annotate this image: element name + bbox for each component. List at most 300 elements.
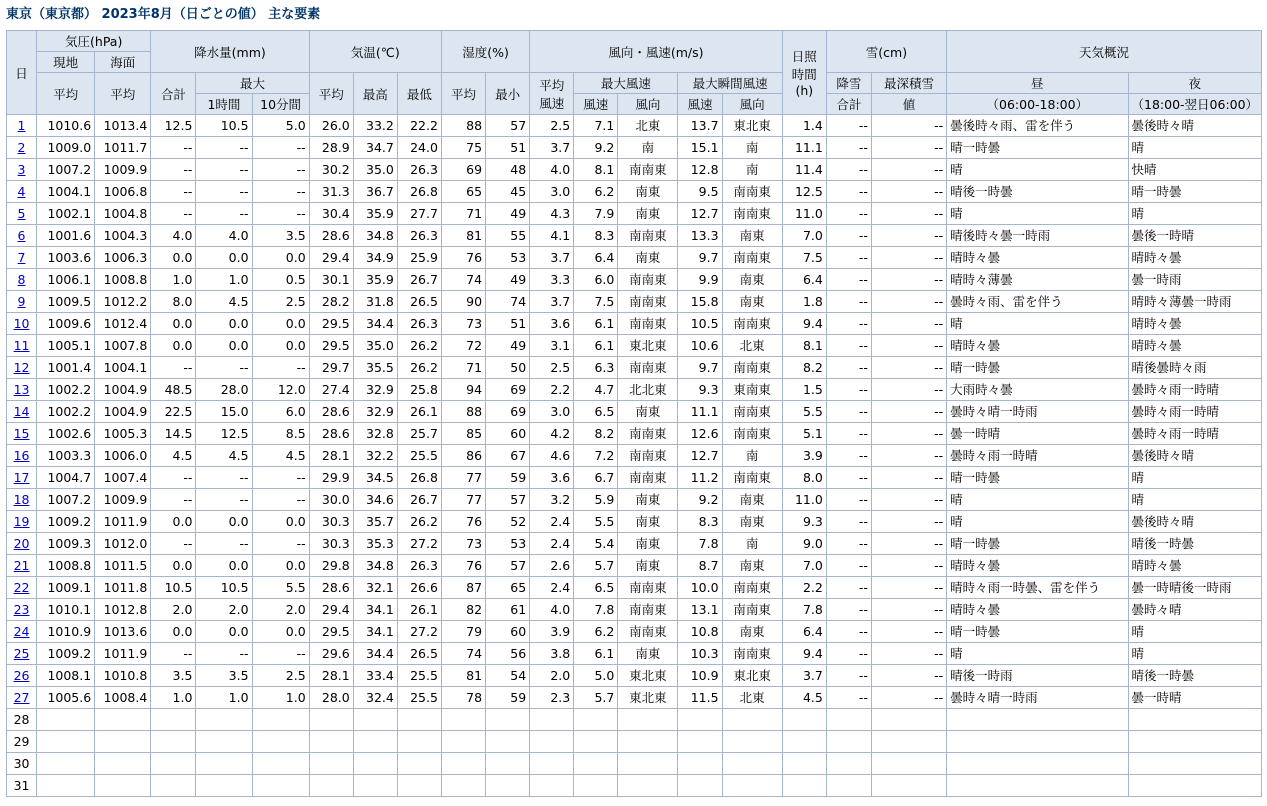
cell-h-min: 60 — [486, 423, 530, 445]
cell-w-max-dir: 南南東 — [618, 423, 678, 445]
day-cell — [7, 775, 37, 797]
cell-sun: 8.0 — [782, 467, 826, 489]
header-pressure-station-avg: 平均 — [37, 73, 95, 115]
cell-w-avg: 3.0 — [530, 401, 574, 423]
cell-r-tot: 4.5 — [151, 445, 196, 467]
cell-p-st: 1002.6 — [37, 423, 95, 445]
day-link[interactable]: 12 — [13, 359, 30, 375]
cell-p-st: 1005.1 — [37, 335, 95, 357]
cell-t-avg: 28.1 — [309, 445, 353, 467]
cell-p-st: 1007.2 — [37, 489, 95, 511]
cell-w-max: 5.9 — [574, 489, 618, 511]
cell-sun: 11.0 — [782, 203, 826, 225]
empty-cell — [782, 753, 826, 775]
cell-t-avg: 30.3 — [309, 511, 353, 533]
cell-t-min: 26.2 — [397, 357, 441, 379]
cell-w-max-dir: 南南東 — [618, 599, 678, 621]
cell-t-avg: 28.9 — [309, 137, 353, 159]
cell-p-sea: 1011.7 — [95, 137, 151, 159]
cell-r-1h: 1.0 — [196, 687, 252, 709]
table-row — [7, 489, 1262, 511]
cell-w-max-dir: 南東 — [618, 489, 678, 511]
day-link[interactable]: 6 — [17, 227, 26, 243]
cell-h-min: 67 — [486, 445, 530, 467]
cell-t-avg: 28.1 — [309, 665, 353, 687]
cell-t-min: 25.8 — [397, 379, 441, 401]
cell-t-max: 34.8 — [353, 225, 397, 247]
cell-g-max-dir: 東南東 — [722, 379, 782, 401]
cell-snow: -- — [826, 357, 871, 379]
cell-wx-night: 晴 — [1128, 489, 1262, 511]
cell-g-max: 9.7 — [678, 247, 722, 269]
cell-p-st: 1003.6 — [37, 247, 95, 269]
cell-t-min: 26.5 — [397, 643, 441, 665]
empty-cell — [441, 775, 485, 797]
cell-r-tot: 0.0 — [151, 247, 196, 269]
cell-g-max: 10.3 — [678, 643, 722, 665]
cell-h-min: 69 — [486, 401, 530, 423]
day-link[interactable]: 1 — [17, 117, 26, 133]
cell-t-min: 26.3 — [397, 225, 441, 247]
cell-r-tot: -- — [151, 467, 196, 489]
header-humidity: 湿度(%) — [441, 31, 529, 73]
cell-t-max: 36.7 — [353, 181, 397, 203]
cell-wx-day: 晴 — [947, 489, 1128, 511]
cell-sun: 9.3 — [782, 511, 826, 533]
cell-p-sea: 1008.4 — [95, 687, 151, 709]
cell-g-max-dir: 北東 — [722, 687, 782, 709]
day-cell — [7, 181, 37, 203]
empty-cell — [37, 775, 95, 797]
day-link[interactable]: 4 — [17, 183, 26, 199]
cell-snow: -- — [826, 225, 871, 247]
cell-g-max: 10.8 — [678, 621, 722, 643]
cell-t-min: 25.9 — [397, 247, 441, 269]
day-link[interactable]: 20 — [13, 535, 30, 551]
cell-wx-night: 曇時々雨一時晴 — [1128, 379, 1262, 401]
cell-snow: -- — [826, 577, 871, 599]
header-pressure-sea: 海面 — [95, 52, 151, 73]
cell-sdepth: -- — [871, 687, 946, 709]
table-row — [7, 137, 1262, 159]
cell-t-avg: 28.6 — [309, 577, 353, 599]
cell-h-min: 50 — [486, 357, 530, 379]
empty-cell — [151, 731, 196, 753]
cell-t-avg: 28.0 — [309, 687, 353, 709]
empty-cell — [37, 731, 95, 753]
cell-p-sea: 1013.6 — [95, 621, 151, 643]
cell-wx-night: 曇後時々晴 — [1128, 115, 1262, 137]
empty-cell — [95, 731, 151, 753]
cell-wx-day: 曇一時晴 — [947, 423, 1128, 445]
cell-wx-night: 晴後一時曇 — [1128, 533, 1262, 555]
cell-wx-day: 曇後時々雨、雷を伴う — [947, 115, 1128, 137]
day-label: 30 — [13, 755, 30, 771]
cell-wx-day: 晴一時曇 — [947, 357, 1128, 379]
header-max-gust-speed: 風速 — [678, 94, 722, 115]
cell-g-max-dir: 南南東 — [722, 599, 782, 621]
day-link[interactable]: 2 — [17, 139, 26, 155]
cell-h-avg: 72 — [441, 335, 485, 357]
day-cell — [7, 599, 37, 621]
day-link[interactable]: 22 — [13, 579, 30, 595]
cell-snow: -- — [826, 137, 871, 159]
day-link[interactable]: 11 — [13, 337, 30, 353]
cell-t-avg: 28.6 — [309, 225, 353, 247]
day-link[interactable]: 17 — [13, 469, 30, 485]
cell-p-sea: 1004.1 — [95, 357, 151, 379]
header-pressure-station: 現地 — [37, 52, 95, 73]
cell-w-max: 8.2 — [574, 423, 618, 445]
day-link[interactable]: 18 — [13, 491, 30, 507]
cell-h-avg: 71 — [441, 357, 485, 379]
cell-wx-night: 晴一時曇 — [1128, 181, 1262, 203]
table-row — [7, 203, 1262, 225]
cell-t-avg: 30.1 — [309, 269, 353, 291]
table-row — [7, 115, 1262, 137]
cell-p-sea: 1007.8 — [95, 335, 151, 357]
header-precip-total: 合計 — [151, 73, 196, 115]
cell-p-sea: 1006.8 — [95, 181, 151, 203]
cell-sun: 5.1 — [782, 423, 826, 445]
cell-g-max: 9.3 — [678, 379, 722, 401]
cell-wx-night: 曇一時雨 — [1128, 269, 1262, 291]
header-wind-avg-l1: 平均 — [539, 77, 565, 93]
cell-r-1h: -- — [196, 181, 252, 203]
day-link[interactable]: 5 — [17, 205, 26, 221]
cell-r-tot: -- — [151, 643, 196, 665]
empty-cell — [441, 731, 485, 753]
cell-w-max-dir: 北東 — [618, 115, 678, 137]
cell-r-10m: 0.0 — [252, 313, 309, 335]
cell-h-min: 57 — [486, 115, 530, 137]
cell-snow: -- — [826, 115, 871, 137]
day-link[interactable]: 25 — [13, 645, 30, 661]
cell-r-1h: 0.0 — [196, 247, 252, 269]
cell-r-10m: 1.0 — [252, 687, 309, 709]
empty-cell — [309, 731, 353, 753]
header-max-wind: 最大風速 — [574, 73, 678, 94]
cell-w-max: 6.5 — [574, 577, 618, 599]
header-pressure: 気圧(hPa) — [37, 31, 151, 52]
cell-r-tot: 8.0 — [151, 291, 196, 313]
cell-t-max: 34.7 — [353, 137, 397, 159]
header-day: 日 — [7, 31, 37, 115]
empty-cell — [95, 753, 151, 775]
day-link[interactable]: 7 — [17, 249, 26, 265]
cell-h-min: 56 — [486, 643, 530, 665]
cell-sdepth: -- — [871, 577, 946, 599]
cell-r-1h: 4.5 — [196, 291, 252, 313]
day-link[interactable]: 19 — [13, 513, 30, 529]
cell-wx-day: 晴 — [947, 511, 1128, 533]
cell-p-sea: 1012.8 — [95, 599, 151, 621]
day-link[interactable]: 14 — [13, 403, 30, 419]
cell-g-max: 9.9 — [678, 269, 722, 291]
day-link[interactable]: 3 — [17, 161, 26, 177]
cell-g-max: 12.6 — [678, 423, 722, 445]
cell-t-min: 26.1 — [397, 401, 441, 423]
empty-cell — [530, 731, 574, 753]
cell-h-avg: 69 — [441, 159, 485, 181]
cell-p-st: 1002.2 — [37, 379, 95, 401]
cell-t-max: 34.5 — [353, 467, 397, 489]
table-row — [7, 445, 1262, 467]
cell-w-max-dir: 南東 — [618, 181, 678, 203]
cell-sun: 9.4 — [782, 643, 826, 665]
cell-r-tot: 0.0 — [151, 555, 196, 577]
header-snowfall-l1: 降雪 — [826, 73, 871, 94]
header-snow: 雪(cm) — [826, 31, 946, 73]
empty-cell — [722, 753, 782, 775]
day-cell — [7, 225, 37, 247]
cell-t-max: 34.8 — [353, 555, 397, 577]
day-cell — [7, 115, 37, 137]
cell-w-max: 6.4 — [574, 247, 618, 269]
cell-sdepth: -- — [871, 203, 946, 225]
cell-sun: 1.4 — [782, 115, 826, 137]
cell-w-avg: 2.5 — [530, 357, 574, 379]
cell-t-max: 33.2 — [353, 115, 397, 137]
day-link[interactable]: 21 — [13, 557, 30, 573]
cell-w-max: 7.1 — [574, 115, 618, 137]
cell-sdepth: -- — [871, 665, 946, 687]
cell-sun: 3.9 — [782, 445, 826, 467]
cell-w-max: 6.1 — [574, 643, 618, 665]
cell-wx-night: 曇時々晴 — [1128, 599, 1262, 621]
cell-g-max-dir: 南 — [722, 533, 782, 555]
cell-t-min: 27.2 — [397, 621, 441, 643]
cell-w-max: 6.1 — [574, 313, 618, 335]
day-link[interactable]: 16 — [13, 447, 30, 463]
cell-p-sea: 1009.9 — [95, 489, 151, 511]
cell-r-tot: -- — [151, 357, 196, 379]
cell-sun: 11.4 — [782, 159, 826, 181]
cell-h-min: 49 — [486, 203, 530, 225]
cell-w-avg: 4.0 — [530, 159, 574, 181]
cell-w-max-dir: 南東 — [618, 555, 678, 577]
cell-sdepth: -- — [871, 467, 946, 489]
cell-t-max: 34.4 — [353, 643, 397, 665]
cell-g-max-dir: 南南東 — [722, 203, 782, 225]
cell-p-st: 1009.5 — [37, 291, 95, 313]
cell-w-max: 5.7 — [574, 687, 618, 709]
cell-p-st: 1006.1 — [37, 269, 95, 291]
cell-r-1h: 0.0 — [196, 335, 252, 357]
cell-w-max: 4.7 — [574, 379, 618, 401]
header-sunshine-l3: (h) — [795, 83, 814, 98]
empty-cell — [151, 753, 196, 775]
cell-w-avg: 2.3 — [530, 687, 574, 709]
day-cell — [7, 511, 37, 533]
cell-w-max-dir: 東北東 — [618, 665, 678, 687]
cell-r-1h: -- — [196, 137, 252, 159]
cell-sun: 8.1 — [782, 335, 826, 357]
cell-r-1h: -- — [196, 643, 252, 665]
cell-w-max-dir: 南南東 — [618, 467, 678, 489]
cell-p-st: 1007.2 — [37, 159, 95, 181]
cell-h-avg: 71 — [441, 203, 485, 225]
day-cell — [7, 445, 37, 467]
cell-h-avg: 74 — [441, 269, 485, 291]
cell-g-max-dir: 南南東 — [722, 401, 782, 423]
table-row — [7, 357, 1262, 379]
empty-cell — [486, 731, 530, 753]
day-cell — [7, 335, 37, 357]
table-row — [7, 687, 1262, 709]
cell-r-10m: 0.0 — [252, 335, 309, 357]
cell-r-tot: 12.5 — [151, 115, 196, 137]
day-cell — [7, 489, 37, 511]
cell-g-max: 11.1 — [678, 401, 722, 423]
cell-sdepth: -- — [871, 555, 946, 577]
empty-cell — [397, 753, 441, 775]
cell-wx-day: 晴後時々曇一時雨 — [947, 225, 1128, 247]
table-row — [7, 379, 1262, 401]
cell-wx-day: 曇時々晴一時雨 — [947, 401, 1128, 423]
cell-sdepth: -- — [871, 445, 946, 467]
header-precip-1h: 1時間 — [196, 94, 252, 115]
day-cell — [7, 577, 37, 599]
page-title: 東京（東京都） 2023年8月（日ごとの値） 主な要素 — [6, 7, 321, 22]
cell-snow: -- — [826, 291, 871, 313]
day-cell — [7, 291, 37, 313]
day-link[interactable]: 26 — [13, 667, 30, 683]
cell-g-max-dir: 南東 — [722, 269, 782, 291]
cell-w-avg: 2.4 — [530, 511, 574, 533]
empty-cell — [618, 731, 678, 753]
cell-t-avg: 29.7 — [309, 357, 353, 379]
cell-g-max-dir: 南 — [722, 445, 782, 467]
cell-r-1h: 12.5 — [196, 423, 252, 445]
cell-r-1h: -- — [196, 533, 252, 555]
table-row — [7, 181, 1262, 203]
table-row-empty — [7, 731, 1262, 753]
cell-g-max-dir: 東北東 — [722, 115, 782, 137]
cell-w-avg: 4.3 — [530, 203, 574, 225]
cell-t-min: 22.2 — [397, 115, 441, 137]
cell-g-max-dir: 南南東 — [722, 357, 782, 379]
day-link[interactable]: 27 — [13, 689, 30, 705]
empty-cell — [252, 775, 309, 797]
cell-sun: 1.8 — [782, 291, 826, 313]
day-link[interactable]: 23 — [13, 601, 30, 617]
cell-h-avg: 90 — [441, 291, 485, 313]
cell-h-avg: 88 — [441, 401, 485, 423]
cell-r-tot: 48.5 — [151, 379, 196, 401]
cell-snow: -- — [826, 203, 871, 225]
cell-r-1h: -- — [196, 489, 252, 511]
cell-r-tot: 3.5 — [151, 665, 196, 687]
cell-h-min: 51 — [486, 313, 530, 335]
cell-wx-day: 曇時々晴一時雨 — [947, 687, 1128, 709]
cell-snow: -- — [826, 401, 871, 423]
cell-t-max: 35.5 — [353, 357, 397, 379]
empty-cell — [309, 775, 353, 797]
cell-wx-night: 曇時々雨一時晴 — [1128, 423, 1262, 445]
empty-cell — [441, 753, 485, 775]
cell-h-avg: 73 — [441, 313, 485, 335]
empty-cell — [196, 731, 252, 753]
day-link[interactable]: 13 — [13, 381, 30, 397]
cell-snow: -- — [826, 379, 871, 401]
empty-cell — [37, 709, 95, 731]
cell-t-max: 34.1 — [353, 599, 397, 621]
day-link[interactable]: 24 — [13, 623, 30, 639]
cell-sun: 11.0 — [782, 489, 826, 511]
empty-cell — [151, 709, 196, 731]
cell-w-avg: 3.6 — [530, 313, 574, 335]
cell-p-sea: 1006.0 — [95, 445, 151, 467]
cell-r-tot: -- — [151, 159, 196, 181]
cell-h-avg: 86 — [441, 445, 485, 467]
empty-cell — [151, 775, 196, 797]
cell-g-max: 15.1 — [678, 137, 722, 159]
day-link[interactable]: 10 — [13, 315, 30, 331]
cell-r-10m: -- — [252, 643, 309, 665]
cell-p-sea: 1008.8 — [95, 269, 151, 291]
cell-w-avg: 3.9 — [530, 621, 574, 643]
cell-r-10m: -- — [252, 159, 309, 181]
empty-cell — [782, 731, 826, 753]
cell-w-max: 5.0 — [574, 665, 618, 687]
cell-g-max-dir: 南東 — [722, 555, 782, 577]
cell-g-max-dir: 南南東 — [722, 313, 782, 335]
cell-r-10m: 0.0 — [252, 247, 309, 269]
cell-w-max: 7.5 — [574, 291, 618, 313]
cell-sun: 7.0 — [782, 555, 826, 577]
cell-sdepth: -- — [871, 291, 946, 313]
cell-snow: -- — [826, 269, 871, 291]
day-link[interactable]: 9 — [17, 293, 26, 309]
empty-cell — [782, 709, 826, 731]
cell-t-avg: 30.4 — [309, 203, 353, 225]
cell-h-avg: 77 — [441, 489, 485, 511]
cell-h-avg: 74 — [441, 643, 485, 665]
cell-p-st: 1009.3 — [37, 533, 95, 555]
cell-t-min: 25.5 — [397, 665, 441, 687]
cell-w-max: 6.2 — [574, 621, 618, 643]
cell-sdepth: -- — [871, 181, 946, 203]
empty-cell — [678, 731, 722, 753]
cell-w-avg: 3.7 — [530, 137, 574, 159]
table-row — [7, 247, 1262, 269]
header-wind-avg-l2: 風速 — [539, 95, 565, 111]
cell-p-sea: 1004.9 — [95, 401, 151, 423]
cell-h-avg: 76 — [441, 555, 485, 577]
cell-t-avg: 29.4 — [309, 247, 353, 269]
cell-wx-night: 曇時々雨一時晴 — [1128, 401, 1262, 423]
cell-h-min: 57 — [486, 489, 530, 511]
cell-h-min: 59 — [486, 467, 530, 489]
day-link[interactable]: 8 — [17, 271, 26, 287]
cell-sun: 12.5 — [782, 181, 826, 203]
cell-g-max-dir: 南 — [722, 159, 782, 181]
table-row — [7, 621, 1262, 643]
cell-t-max: 32.8 — [353, 423, 397, 445]
cell-wx-day: 晴一時曇 — [947, 621, 1128, 643]
header-temp: 気温(℃) — [309, 31, 441, 73]
empty-cell — [95, 709, 151, 731]
cell-r-10m: -- — [252, 137, 309, 159]
day-link[interactable]: 15 — [13, 425, 30, 441]
cell-wx-night: 晴後曇時々雨 — [1128, 357, 1262, 379]
cell-t-avg: 27.4 — [309, 379, 353, 401]
cell-t-avg: 31.3 — [309, 181, 353, 203]
cell-r-1h: -- — [196, 159, 252, 181]
cell-r-tot: -- — [151, 489, 196, 511]
cell-h-min: 45 — [486, 181, 530, 203]
